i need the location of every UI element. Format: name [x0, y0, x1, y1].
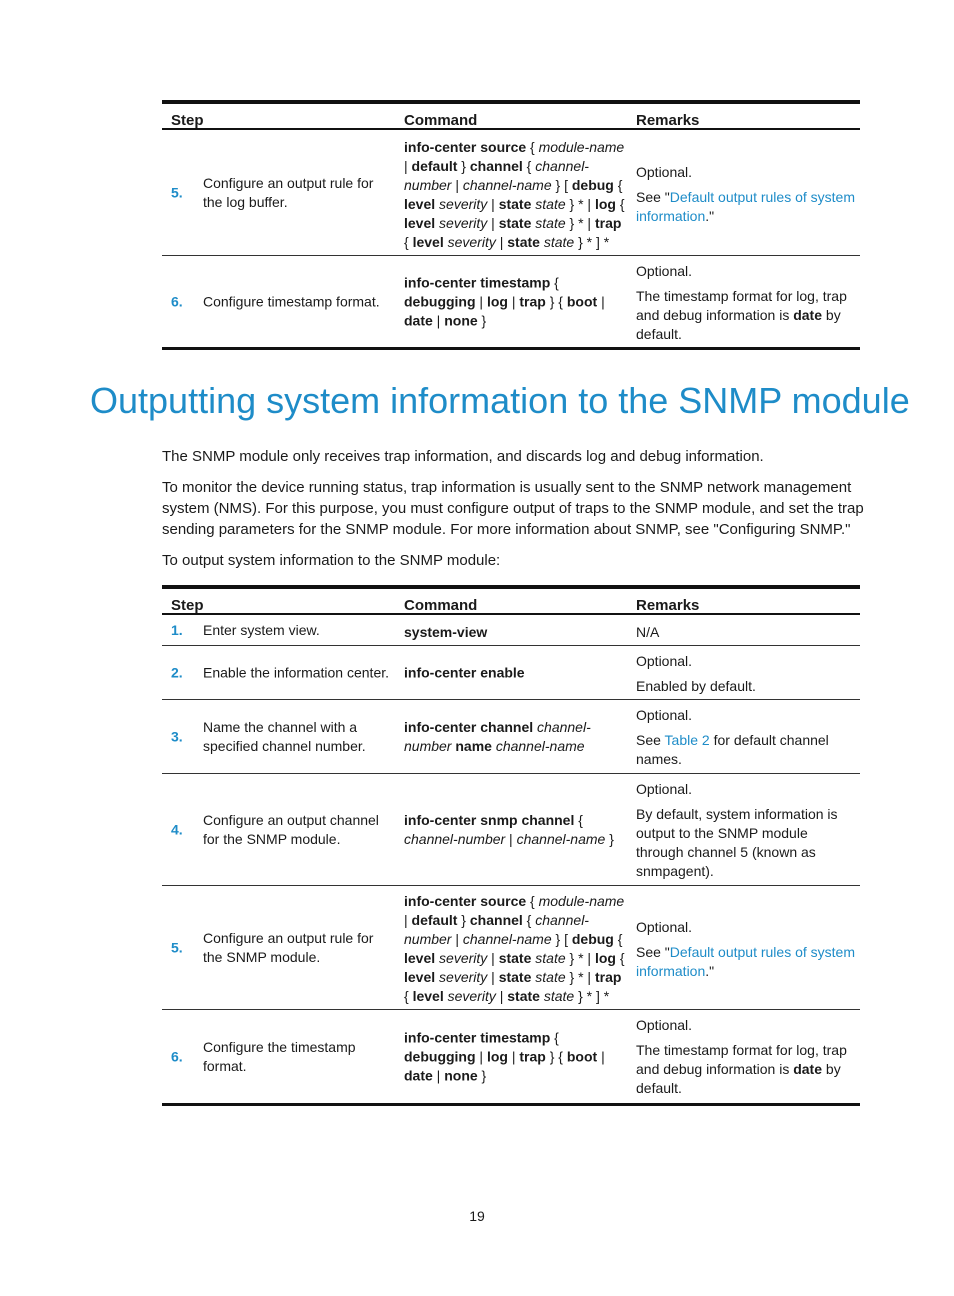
- header-remarks: Remarks: [636, 597, 700, 614]
- table-row: [162, 615, 860, 646]
- table-row: [162, 1010, 860, 1106]
- table-row: [162, 774, 860, 886]
- remark-optional: Optional.: [636, 707, 693, 723]
- page-number: 19: [469, 1208, 485, 1224]
- remarks: N/A: [636, 624, 660, 640]
- header-step: Step: [171, 597, 204, 614]
- remark-default: By default, system information is output to the SNMP module through channel 5 (known as snmpagent).: [636, 806, 838, 879]
- step-number: 5.: [171, 939, 183, 955]
- step-description: Configure timestamp format.: [203, 293, 380, 309]
- table-row: [162, 646, 860, 700]
- remarks: [636, 918, 856, 987]
- remark-timestamp: The timestamp format for log, trap and debug information is date by default.: [636, 1042, 847, 1096]
- command-syntax: info-center source { module-name | default } channel { channel-number | channel-name } [ debug { level severity | state state } * | log { level severity | state state } * | trap { level severity | state state } * ] *: [404, 139, 625, 250]
- step-number: 2.: [171, 664, 183, 680]
- intro-paragraph: The SNMP module only receives trap information, and discards log and debug information.: [162, 448, 764, 465]
- remark-see: See "Default output rules of system information.": [636, 189, 855, 224]
- header-command: Command: [404, 597, 478, 614]
- header-command: Command: [404, 112, 478, 129]
- remark-see-table: See Table 2 for default channel names.: [636, 732, 829, 767]
- remark-see: See "Default output rules of system information.": [636, 944, 855, 979]
- table-row: [162, 130, 860, 256]
- command-syntax: info-center timestamp { debugging | log | trap } { boot | date | none }: [404, 1029, 605, 1083]
- table-header: [162, 585, 860, 615]
- step-description: Configure the timestamp format.: [203, 1038, 356, 1074]
- table-row: [162, 700, 860, 774]
- remarks: [636, 1016, 856, 1104]
- step-number: 1.: [171, 622, 183, 638]
- table-2-link[interactable]: Table 2: [664, 732, 710, 748]
- remark-timestamp: The timestamp format for log, trap and debug information is date by default.: [636, 288, 847, 342]
- step-description: Name the channel with a specified channel number.: [203, 718, 366, 754]
- section-heading: Outputting system information to the SNMP module: [90, 380, 910, 421]
- remark-optional: Optional.: [636, 781, 693, 797]
- step-number: 6.: [171, 1048, 183, 1064]
- command-syntax: info-center snmp channel { channel-number | channel-name }: [404, 811, 614, 847]
- remark-optional: Optional.: [636, 653, 693, 669]
- step-description: Configure an output channel for the SNMP module.: [203, 811, 379, 847]
- remarks: [636, 163, 856, 232]
- header-remarks: Remarks: [636, 112, 700, 129]
- header-step: Step: [171, 112, 204, 129]
- command-syntax: info-center timestamp { debugging | log | trap } { boot | date | none }: [404, 274, 605, 328]
- top-command-table: [162, 100, 860, 350]
- step-description: Enter system view.: [203, 622, 320, 638]
- step-number: 6.: [171, 293, 183, 309]
- remark-optional: Optional.: [636, 919, 693, 935]
- default-output-rules-link[interactable]: Default output rules of system information: [636, 189, 855, 224]
- step-description: Configure an output rule for the SNMP module.: [203, 929, 374, 965]
- command-syntax: info-center enable: [404, 664, 525, 680]
- procedure-intro: To output system information to the SNMP module:: [162, 552, 501, 569]
- remarks: [636, 262, 856, 350]
- remarks: [636, 780, 856, 887]
- remarks: [636, 652, 856, 702]
- step-number: 5.: [171, 184, 183, 200]
- default-output-rules-link[interactable]: Default output rules of system information: [636, 944, 855, 979]
- remark-optional: Optional.: [636, 263, 693, 279]
- remark-optional: Optional.: [636, 1017, 693, 1033]
- snmp-command-table: [162, 585, 860, 1106]
- step-number: 4.: [171, 821, 183, 837]
- remarks: [636, 706, 856, 775]
- command-syntax: info-center channel channel-number name channel-name: [404, 718, 591, 754]
- remark-default: Enabled by default.: [636, 678, 756, 694]
- command-syntax: system-view: [404, 624, 488, 640]
- table-row: [162, 256, 860, 350]
- step-description: Enable the information center.: [203, 664, 390, 680]
- nms-paragraph: To monitor the device running status, trap information is usually sent to the SNMP network management system (NMS). For this purpose, you must configure output of traps to the SNMP module, and set the trap sending parameters for the SNMP module. For more information about SNMP, see "Configuring SNMP.": [162, 479, 864, 538]
- remark-optional: Optional.: [636, 164, 693, 180]
- step-number: 3.: [171, 728, 183, 744]
- table-row: [162, 886, 860, 1010]
- command-syntax: info-center source { module-name | default } channel { channel-number | channel-name } [ debug { level severity | state state } * | log { level severity | state state } * | trap { level severity | state state } * ] *: [404, 893, 625, 1004]
- step-description: Configure an output rule for the log buffer.: [203, 174, 374, 210]
- table-header: [162, 100, 860, 130]
